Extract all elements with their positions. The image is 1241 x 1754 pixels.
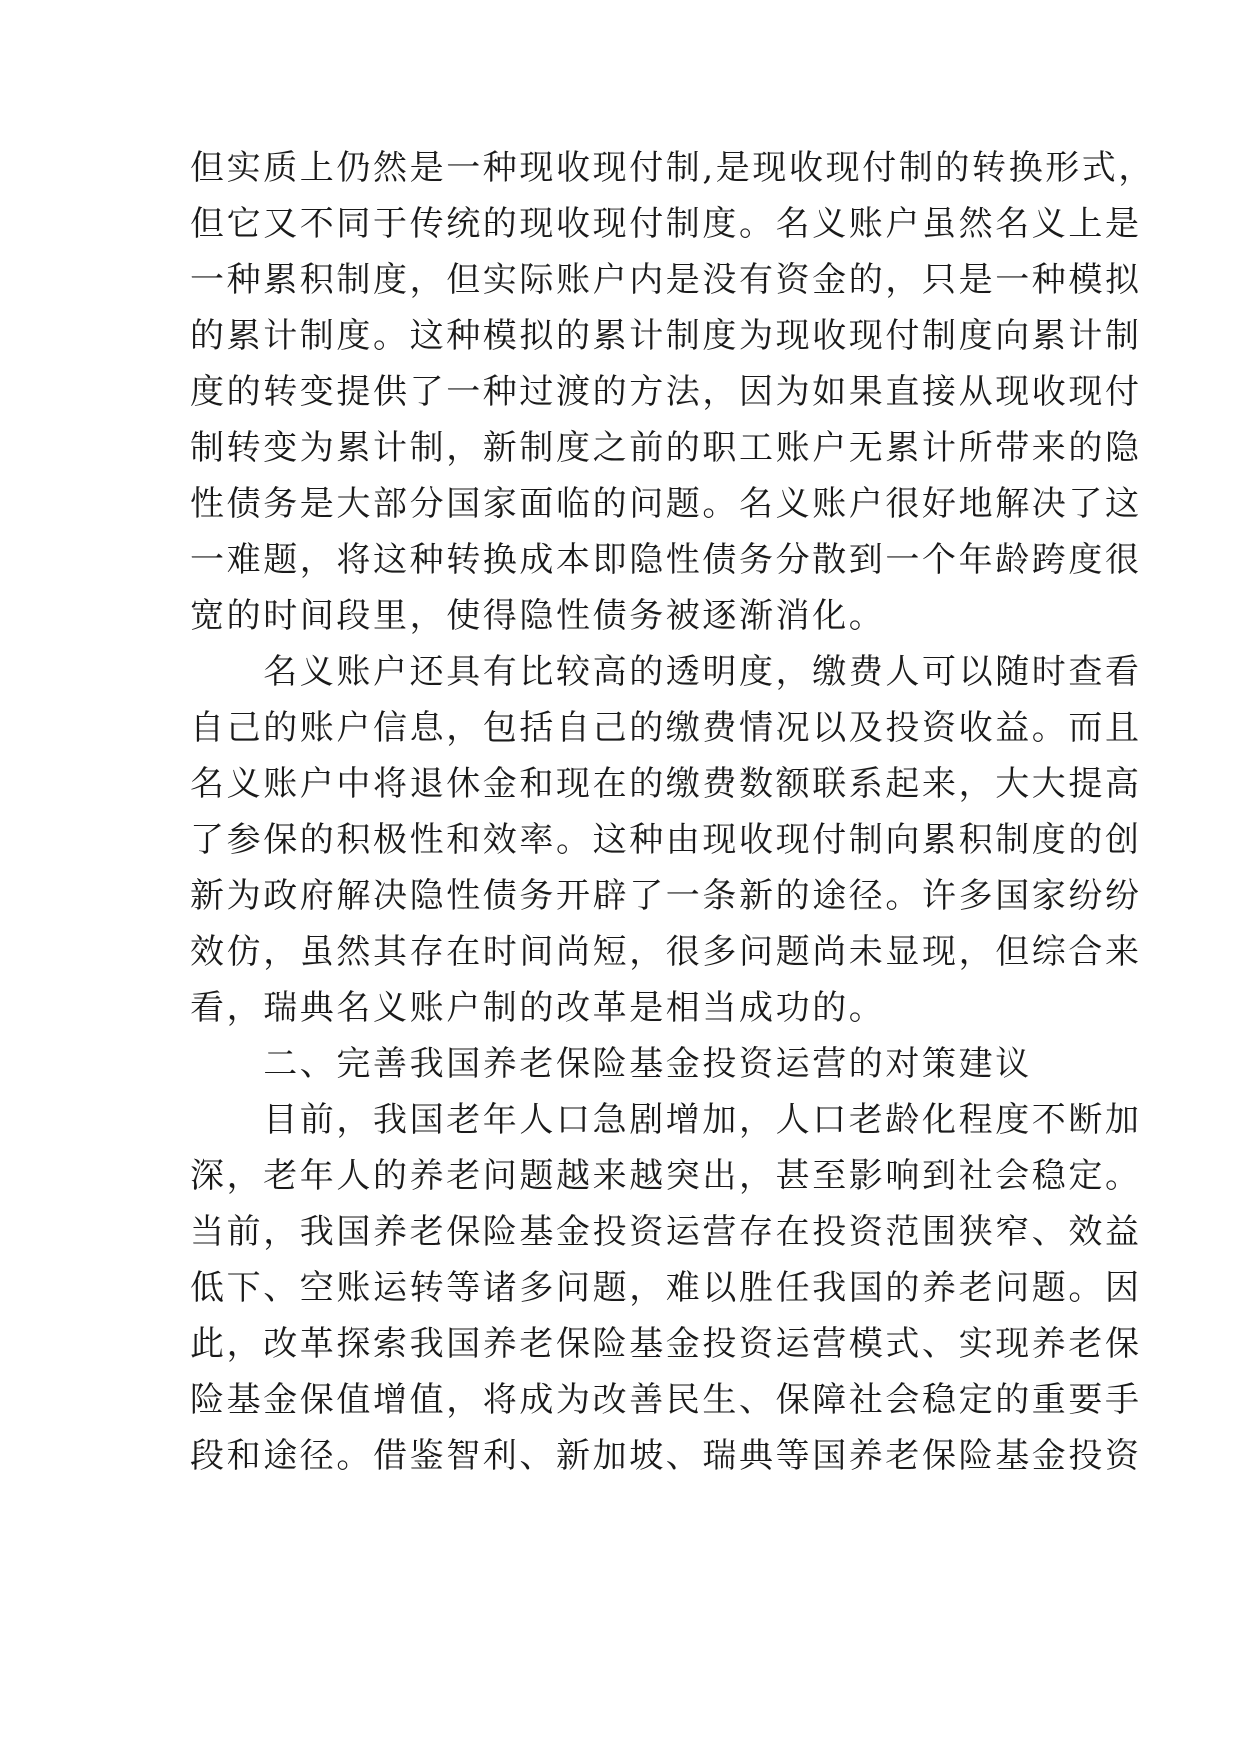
text-line: 效仿，虽然其存在时间尚短，很多问题尚未显现，但综合来 bbox=[190, 932, 1142, 972]
text-line: 度的转变提供了一种过渡的方法，因为如果直接从现收现付 bbox=[190, 372, 1142, 412]
text-line: 看，瑞典名义账户制的改革是相当成功的。 bbox=[190, 988, 886, 1028]
text-line: 险基金保值增值，将成为改善民生、保障社会稳定的重要手 bbox=[190, 1380, 1142, 1420]
text-line: 此，改革探索我国养老保险基金投资运营模式、实现养老保 bbox=[190, 1324, 1142, 1364]
paragraph-start-line: 名义账户还具有比较高的透明度，缴费人可以随时查看 bbox=[190, 652, 1142, 692]
text-line: 制转变为累计制，新制度之前的职工账户无累计所带来的隐 bbox=[190, 428, 1142, 468]
text-line: 了参保的积极性和效率。这种由现收现付制向累积制度的创 bbox=[190, 820, 1142, 860]
text-line: 性债务是大部分国家面临的问题。名义账户很好地解决了这 bbox=[190, 484, 1142, 524]
text-line: 自己的账户信息，包括自己的缴费情况以及投资收益。而且 bbox=[190, 708, 1142, 748]
text-line: 新为政府解决隐性债务开辟了一条新的途径。许多国家纷纷 bbox=[190, 876, 1142, 916]
section-heading: 二、完善我国养老保险基金投资运营的对策建议 bbox=[190, 1044, 1032, 1084]
text-line: 低下、空账运转等诸多问题，难以胜任我国的养老问题。因 bbox=[190, 1268, 1142, 1308]
text-line: 名义账户中将退休金和现在的缴费数额联系起来，大大提高 bbox=[190, 764, 1142, 804]
text-line: 深，老年人的养老问题越来越突出，甚至影响到社会稳定。 bbox=[190, 1156, 1142, 1196]
text-line: 但它又不同于传统的现收现付制度。名义账户虽然名义上是 bbox=[190, 204, 1142, 244]
text-line: 但实质上仍然是一种现收现付制,是现收现付制的转换形式， bbox=[190, 148, 1156, 188]
text-line: 段和途径。借鉴智利、新加坡、瑞典等国养老保险基金投资 bbox=[190, 1436, 1142, 1476]
text-line: 的累计制度。这种模拟的累计制度为现收现付制度向累计制 bbox=[190, 316, 1142, 356]
text-line: 一种累积制度，但实际账户内是没有资金的，只是一种模拟 bbox=[190, 260, 1142, 300]
text-line: 宽的时间段里，使得隐性债务被逐渐消化。 bbox=[190, 596, 886, 636]
text-line: 一难题，将这种转换成本即隐性债务分散到一个年龄跨度很 bbox=[190, 540, 1142, 580]
paragraph-start-line: 目前，我国老年人口急剧增加，人口老龄化程度不断加 bbox=[190, 1100, 1142, 1140]
text-line: 当前，我国养老保险基金投资运营存在投资范围狭窄、效益 bbox=[190, 1212, 1142, 1252]
